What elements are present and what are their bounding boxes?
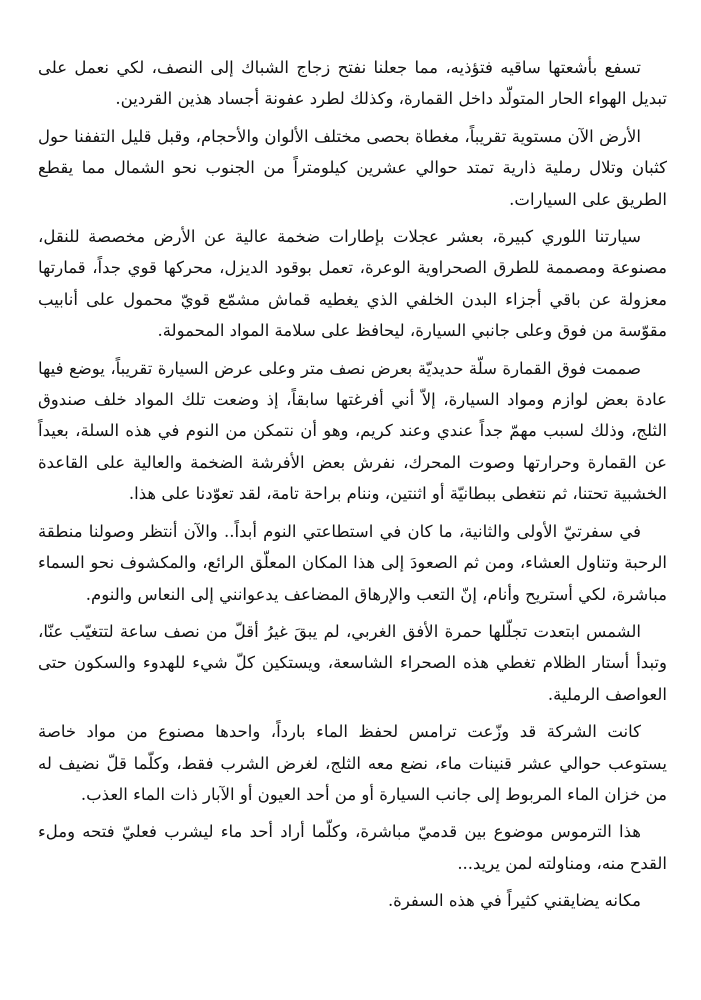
paragraph-8: هذا الترموس موضوع بين قدميّ مباشرة، وكلّما أراد أحد ماء ليشرب فعليّ فتحه وملء القدح منه، ومناولته لمن يريد... — [38, 822, 667, 873]
paragraph-1: تسفع بأشعتها ساقيه فتؤذيه، مما جعلنا نفتح زجاج الشباك إلى النصف، لكي نعمل على تبديل الهواء الحار المتولّد داخل القمارة، وكذلك لطرد عفونة أجساد هذين القردين. — [38, 58, 667, 109]
paragraph-5: في سفرتيّ الأولى والثانية، ما كان في استطاعتي النوم أبداً.. والآن أنتظر وصولنا منطقة الرحبة وتناول العشاء، ومن ثم الصعودَ إلى هذا المكان المعلّق الرائع، والمكشوف نحو السماء مباشرة، لكي أستريح وأنام، إنّ التعب والإرهاق المضاعف يدعوانني إلى النعاس والنوم. — [38, 521, 667, 604]
paragraph-9: مكانه يضايقني كثيراً في هذه السفرة. — [387, 891, 641, 911]
document-body — [38, 52, 667, 917]
paragraph-3: سيارتنا اللوري كبيرة، بعشر عجلات بإطارات ضخمة عالية عن الأرض مخصصة للنقل، مصنوعة ومصممة للطرق الصحراوية الوعرة، تعمل بوقود الديزل، محركها قوي جداً، قمارتها معزولة عن باقي أجزاء البدن الخلفي الذي يغطيه قماش مشمّع قويّ محمول على أنابيب مقوّسة من فوق وعلى جانبي السيارة، ليحافظ على سلامة المواد المحمولة. — [38, 227, 667, 341]
paragraph-4: صممت فوق القمارة سلّة حديديّة بعرض نصف متر وعلى عرض السيارة تقريباً، يوضع فيها عادة بعض لوازم ومواد السيارة، إلاّ أني أفرغتها سابقاً، إذ وضعت تلك المواد خلف صندوق الثلج، وذلك لسبب مهمّ جداً عندي وعند كريم، وهو أن نتمكن من النوم في هذه السلة، بعيداً عن القمارة وحرارتها وصوت المحرك، نفرش بعض الأفرشة الضخمة والعالية على القاعدة الخشبية تحتنا، ثم نتغطى ببطانيّة أو اثنتين، وننام براحة تامة، لقد تعوّدنا على هذا. — [38, 358, 667, 504]
paragraph-2: الأرض الآن مستوية تقريباً، مغطاة بحصى مختلف الألوان والأحجام، وقبل قليل التففنا حول كثبان وتلال رملية ذارية تمتد حوالي عشرين كيلومتراً من الجنوب نحو الشمال مما يقطع الطريق على السيارات. — [38, 126, 667, 209]
paragraph-6: الشمس ابتعدت تجلّلها حمرة الأفق الغربي، لم يبقَ غيرُ أقلّ من نصف ساعة لتتغيّب عنّا، وتبدأ أستار الظلام تغطي هذه الصحراء الشاسعة، ويستكين كلّ شيء للهدوء والسكون حتى العواصف الرملية. — [38, 621, 667, 704]
paragraph-7: كانت الشركة قد وزّعت ترامس لحفظ الماء بارداً، واحدها مصنوع من مواد خاصة يستوعب حوالي عشر قنينات ماء، نضع معه الثلج، لغرض الشرب فقط، وكلّما قلّ نضيف له من خزان الماء المربوط إلى جانب السيارة أو من أحد العيون أو الآبار ذات الماء العذب. — [38, 722, 667, 804]
